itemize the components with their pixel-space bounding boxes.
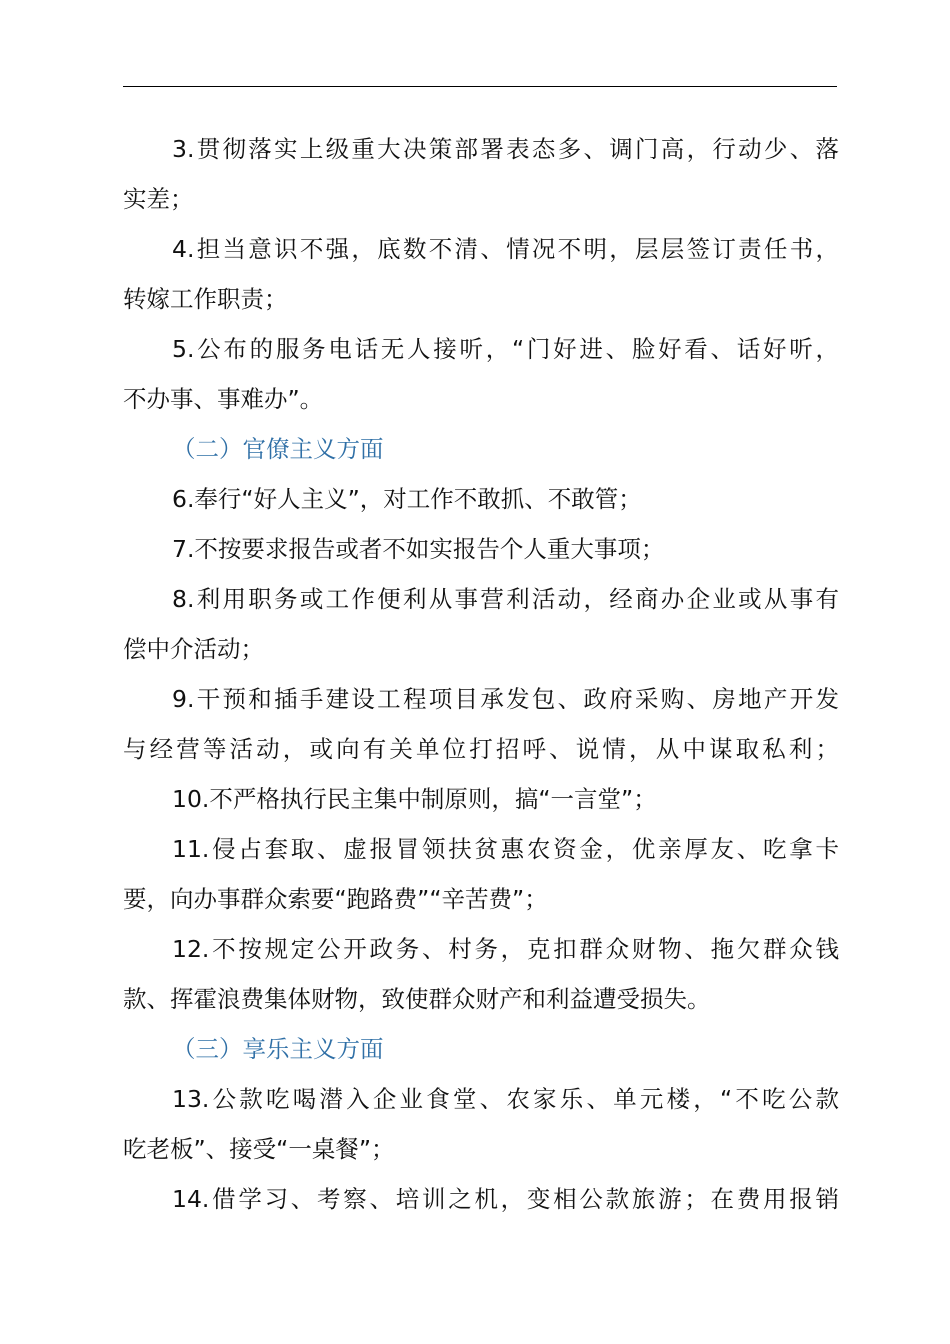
- document-body: [123, 124, 839, 1224]
- paragraph-line: 10.不严格执行民主集中制原则，搞“一言堂”；: [172, 785, 657, 813]
- paragraph-line: 吃老板”、接受“一桌餐”；: [123, 1135, 395, 1163]
- paragraph-line: 偿中介活动；: [123, 635, 264, 663]
- section-heading: （三）享乐主义方面: [172, 1035, 384, 1063]
- paragraph-line: 11.侵占套取、虚报冒领扶贫惠农资金，优亲厚友、吃拿卡: [172, 835, 839, 863]
- paragraph-line: 5.公布的服务电话无人接听，“门好进、脸好看、话好听，: [172, 335, 839, 363]
- paragraph-line: 13.公款吃喝潜入企业食堂、农家乐、单元楼，“不吃公款: [172, 1085, 839, 1113]
- section-heading: （二）官僚主义方面: [172, 435, 384, 463]
- paragraph-line: 4.担当意识不强，底数不清、情况不明，层层签订责任书，: [172, 235, 839, 263]
- paragraph-line: 14.借学习、考察、培训之机，变相公款旅游；在费用报销: [172, 1185, 839, 1213]
- paragraph-line: 3.贯彻落实上级重大决策部署表态多、调门高，行动少、落: [172, 135, 839, 163]
- paragraph-line: 款、挥霍浪费集体财物，致使群众财产和利益遭受损失。: [123, 985, 711, 1013]
- paragraph-line: 实差；: [123, 185, 194, 213]
- paragraph-line: 不办事、事难办”。: [123, 385, 324, 413]
- paragraph-line: 8.利用职务或工作便利从事营利活动，经商办企业或从事有: [172, 585, 839, 613]
- paragraph-line: 转嫁工作职责；: [123, 285, 288, 313]
- paragraph-line: 与经营等活动，或向有关单位打招呼、说情，从中谋取私利；: [123, 735, 839, 763]
- paragraph-line: 9.干预和插手建设工程项目承发包、政府采购、房地产开发: [172, 685, 839, 713]
- paragraph-line: 12.不按规定公开政务、村务，克扣群众财物、拖欠群众钱: [172, 935, 839, 963]
- paragraph-line: 6.奉行“好人主义”，对工作不敢抓、不敢管；: [172, 485, 642, 513]
- paragraph-line: 要，向办事群众索要“跑路费”“辛苦费”；: [123, 885, 548, 913]
- header-rule: [123, 86, 837, 87]
- paragraph-line: 7.不按要求报告或者不如实报告个人重大事项；: [172, 535, 665, 563]
